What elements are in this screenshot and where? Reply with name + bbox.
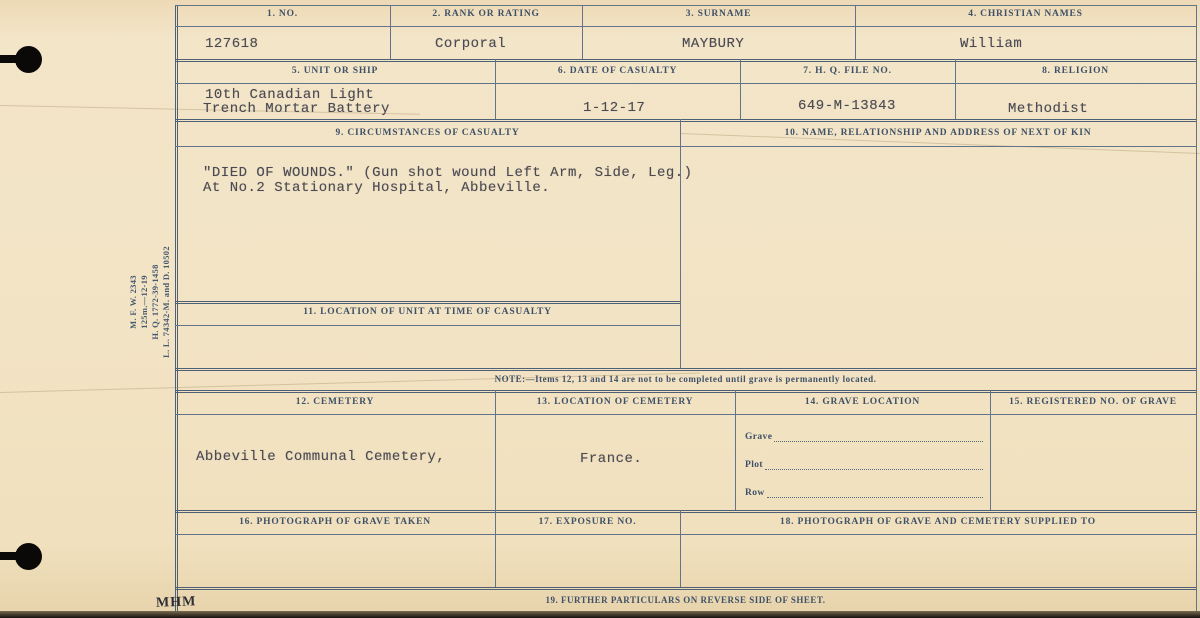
field-cemetery-value: Abbeville Communal Cemetery, <box>196 449 446 465</box>
grave-row-grave-label: Grave <box>745 432 773 442</box>
grave-row-grave <box>745 428 983 442</box>
rule <box>735 390 736 510</box>
rule <box>175 146 680 147</box>
form-number-margin-print <box>128 227 176 377</box>
field-unit-location-label: 11. LOCATION OF UNIT AT TIME OF CASUALTY <box>303 307 552 317</box>
field-hq-file-label: 7. H. Q. FILE NO. <box>803 66 892 76</box>
field-date-of-casualty-value: 1-12-17 <box>583 100 646 116</box>
field-no-label: 1. NO. <box>267 9 298 19</box>
footer-further-particulars: 19. FURTHER PARTICULARS ON REVERSE SIDE OF SHEET. <box>545 595 826 605</box>
field-photo-supplied-label: 18. PHOTOGRAPH OF GRAVE AND CEMETERY SUPPLIED TO <box>780 517 1096 527</box>
rule <box>175 83 1196 84</box>
field-next-of-kin-label: 10. NAME, RELATIONSHIP AND ADDRESS OF NEXT OF KIN <box>784 128 1092 138</box>
field-unit-label: 5. UNIT OR SHIP <box>291 66 379 76</box>
rule <box>175 368 1196 371</box>
rule <box>175 534 1196 535</box>
rule <box>175 587 1196 590</box>
grave-row-plot-label: Plot <box>745 460 763 470</box>
field-surname-value: MAYBURY <box>682 36 745 52</box>
grave-row-row <box>745 484 983 498</box>
field-exposure-no-label: 17. EXPOSURE NO. <box>538 517 637 527</box>
punch-hole <box>15 46 42 73</box>
margin-print-line: M. F. W. 2343 <box>128 275 138 329</box>
dotted-fill-line <box>767 497 983 498</box>
field-religion-value: Methodist <box>1008 101 1089 117</box>
rule <box>990 390 991 510</box>
field-rank-value: Corporal <box>435 36 507 52</box>
field-circumstances-value-line2: At No.2 Stationary Hospital, Abbeville. <box>203 180 551 196</box>
initials-stamp: MHM <box>155 594 197 611</box>
form-border-right <box>1196 5 1197 612</box>
field-unit-value-line2: Trench Mortar Battery <box>203 101 390 117</box>
margin-print-line: L. L. 74342-M. and D. 10502 <box>161 246 171 358</box>
field-rank-label: 2. RANK OR RATING <box>432 9 540 19</box>
field-cemetery-label: 12. CEMETERY <box>295 397 375 407</box>
grave-row-row-label: Row <box>745 488 765 498</box>
rule <box>680 146 1196 147</box>
field-surname-label: 3. SURNAME <box>685 9 752 19</box>
note-items-12-13-14: NOTE:—Items 12, 13 and 14 are not to be completed until grave is permanently located. <box>494 374 877 384</box>
rule <box>175 5 1196 6</box>
rule <box>175 390 1196 393</box>
field-cemetery-location-value: France. <box>580 451 643 467</box>
dotted-fill-line <box>765 469 983 470</box>
rule <box>175 414 1196 415</box>
rule <box>175 301 680 304</box>
field-circumstances-value-line1: "DIED OF WOUNDS." (Gun shot wound Left Arm, Side, Leg.) <box>203 165 693 181</box>
field-no-value: 127618 <box>205 36 259 52</box>
rule <box>175 119 1196 122</box>
dotted-fill-line <box>774 441 983 442</box>
rule <box>175 510 1196 513</box>
field-christian-names-label: 4. CHRISTIAN NAMES <box>968 9 1083 19</box>
field-registered-no-label: 15. REGISTERED NO. OF GRAVE <box>1009 397 1177 407</box>
field-cemetery-location-label: 13. LOCATION OF CEMETERY <box>536 397 694 407</box>
margin-print-line: 125m.—12-19 <box>139 275 149 329</box>
rule <box>495 390 496 510</box>
rule <box>175 26 1196 27</box>
field-grave-location-label: 14. GRAVE LOCATION <box>804 397 921 407</box>
punch-hole <box>15 543 42 570</box>
scan-edge <box>0 611 1200 618</box>
field-hq-file-value: 649-M-13843 <box>798 98 896 114</box>
grave-row-plot <box>745 456 983 470</box>
field-unit-value-line1: 10th Canadian Light <box>205 87 375 103</box>
rule <box>175 325 680 326</box>
field-date-of-casualty-label: 6. DATE OF CASUALTY <box>557 66 678 76</box>
rule <box>680 119 681 368</box>
rule <box>175 59 1196 62</box>
field-religion-label: 8. RELIGION <box>1042 66 1109 76</box>
field-circumstances-label: 9. CIRCUMSTANCES OF CASUALTY <box>335 128 520 138</box>
field-photo-taken-label: 16. PHOTOGRAPH OF GRAVE TAKEN <box>239 517 431 527</box>
field-christian-names-value: William <box>960 36 1023 52</box>
margin-print-line: H. Q. 1772-39-1458 <box>150 264 160 340</box>
